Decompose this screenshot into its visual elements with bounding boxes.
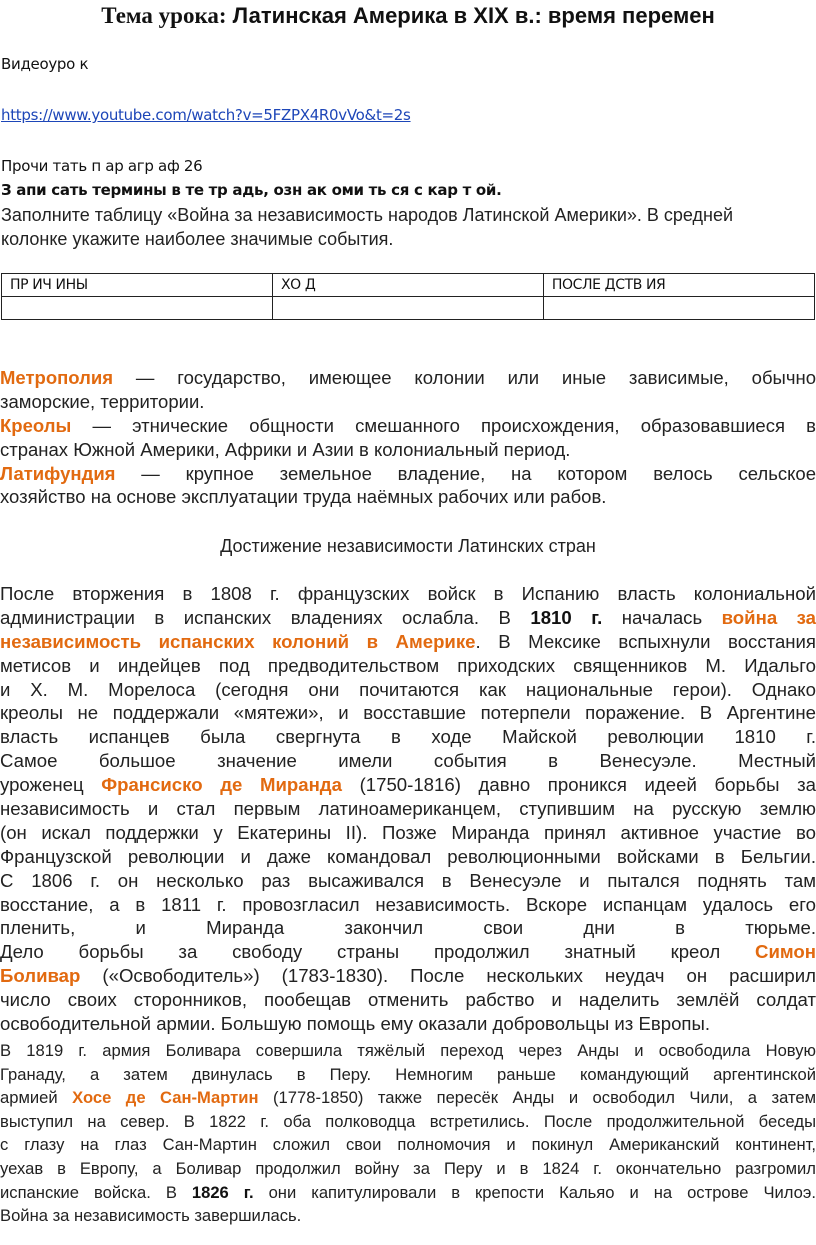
definitions-block	[0, 366, 816, 509]
definition-text: — государство, имеющее колонии или иные зависимые, обычно	[113, 367, 816, 388]
highlight-miranda: Франсиско де Миранда	[101, 774, 342, 796]
table-cell-consequences[interactable]	[543, 297, 814, 320]
table-header-causes: ПР ИЧ ИНЫ	[2, 274, 273, 297]
text-line: освободительной армии. Большую помощь ему оказали добровольцы из Европы.	[0, 1013, 711, 1035]
task-table-line1: Заполните таблицу «Война за независимость народов Латинской Америки». В средней	[1, 205, 734, 225]
table-cell-causes[interactable]	[2, 297, 273, 320]
table-row	[2, 297, 815, 320]
date-1826: 1826 г.	[191, 1182, 254, 1202]
definition-text: — крупное земельное владение, на котором велось сельское	[115, 462, 816, 484]
definition-continuation: хозяйство на основе эксплуатации труда наёмных рабочих или рабов.	[0, 486, 607, 508]
text-span: («Освободитель») (1783-1830). После нескольких неудач он расширил	[80, 965, 816, 987]
text-line: Гранаду, а затем двинулась в Перу. Немногим раньше командующий аргентинской	[0, 1064, 816, 1084]
text-line: независимость и стал первым латиноамериканцем, ступившим на русскую землю	[0, 798, 816, 820]
definition-continuation: странах Южной Америки, Африки и Азии в колониальный период.	[0, 438, 571, 460]
highlight-independence: независимость испанских колоний в Америке	[0, 630, 476, 652]
video-label: Видеоуро к	[1, 55, 89, 73]
text-line	[0, 773, 816, 797]
text-line: выступил на север. В 1822 г. оба полководца встретились. После продолжительной беседы	[0, 1111, 816, 1131]
table-cell-course[interactable]	[272, 297, 543, 320]
table-header-row	[2, 274, 815, 297]
text-line	[0, 1181, 816, 1205]
text-span: началась	[602, 606, 722, 628]
text-line	[0, 630, 816, 654]
highlight-simon: Симон	[755, 941, 816, 963]
text-line: Французской революции и даже командовал революционными войсками в Бельгии.	[0, 845, 816, 867]
table-header-consequences: ПОСЛЕ ДСТВ ИЯ	[543, 274, 814, 297]
text-span: администрации в испанских владениях ослабла. В	[0, 606, 531, 628]
definition-metropolia	[0, 366, 816, 390]
paragraph-second	[0, 1039, 816, 1228]
paragraph-main	[0, 582, 816, 1036]
text-line: власть испанцев была свергнута в ходе Майской революции 1810 г.	[0, 726, 816, 748]
definition-continuation: заморские, территории.	[0, 390, 205, 412]
definition-creoles	[0, 414, 816, 438]
highlight-bolivar: Боливар	[0, 965, 81, 987]
text-span: уроженец	[0, 774, 102, 796]
text-line: креолы не поддержали «мятежи», и восставшие потерпели поражение. В Аргентине	[0, 702, 816, 724]
text-line	[0, 606, 816, 630]
section-heading: Достижение независимости Латинских стран	[220, 536, 596, 556]
text-span: Дело борьбы за свободу страны продолжил знатный креол	[0, 941, 756, 963]
text-line: с глазу на глаз Сан-Мартин сложил свои полномочия и покинул Американский континент,	[0, 1135, 816, 1155]
text-span: (1778-1850) также пересёк Анды и освободил Чили, а затем	[258, 1088, 816, 1108]
text-line: пленить, и Миранда закончил свои дни в тюрьме.	[0, 917, 816, 939]
text-line: Самое большое значение имели события в Венесуэле. Местный	[0, 750, 816, 772]
definition-text: — этнические общности смешанного происхождения, образовавшиеся в	[71, 414, 816, 436]
text-span: они капитулировали в крепости Кальяо и на острове Чилоэ.	[253, 1182, 816, 1202]
text-span: армией	[0, 1088, 73, 1108]
text-line: В 1819 г. армия Боливара совершила тяжёлый переход через Анды и освободила Новую	[0, 1041, 816, 1060]
date-1810: 1810 г.	[530, 606, 603, 628]
lesson-title	[0, 3, 816, 29]
text-line	[0, 1086, 816, 1110]
table-header-course: ХО Д	[272, 274, 543, 297]
highlight-san-martin: Хосе де Сан-Мартин	[72, 1088, 259, 1108]
term-metropolia: Метрополия	[0, 367, 114, 388]
text-span: . В Мексике вспыхнули восстания	[475, 630, 816, 652]
definition-latifundia	[0, 462, 816, 486]
text-line: После вторжения в 1808 г. французских войск в Испанию власть колониальной	[0, 583, 816, 604]
task-table-line2: колонке укажите наиболее значимые события.	[1, 229, 394, 249]
independence-war-table	[1, 273, 815, 320]
task-write-terms: З апи сать термины в те тр адь, озн ак оми ть ся с кар т ой.	[1, 181, 502, 199]
text-line: уехав в Европу, а Боливар продолжил войну за Перу и в 1824 г. окончательно разгромил	[0, 1158, 816, 1178]
task-read-paragraph: Прочи тать п ар агр аф 26	[1, 157, 203, 175]
text-line: восстание, а в 1811 г. провозгласил независимость. Вскоре испанцам удалось его	[0, 893, 816, 915]
term-latifundia: Латифундия	[0, 462, 116, 484]
text-line: и Х. М. Морелоса (сегодня они почитаются как национальные герои). Однако	[0, 678, 816, 700]
text-line: число своих сторонников, пообещав отменить рабство и наделить землёй солдат	[0, 989, 816, 1011]
text-line	[0, 964, 816, 988]
lesson-title-prefix: Тема урока:	[101, 3, 227, 28]
text-line	[0, 940, 816, 964]
text-line: С 1806 г. он несколько раз высаживался в Венесуэле и пытался поднять там	[0, 869, 816, 891]
highlight-war: война за	[721, 606, 816, 628]
text-span: испанские войска. В	[0, 1182, 192, 1202]
text-line: (он искал поддержки у Екатерины II). Позже Миранда принял активное участие во	[0, 821, 816, 843]
term-creoles: Креолы	[0, 414, 72, 436]
lesson-title-text: Латинская Америка в XIX в.: время перемен	[232, 3, 715, 28]
text-span: (1750-1816) давно проникся идеей борьбы за	[341, 774, 816, 796]
video-link[interactable]: https://www.youtube.com/watch?v=5FZPX4R0vVo&t=2s	[1, 106, 411, 124]
text-line: Война за независимость завершилась.	[0, 1206, 302, 1226]
text-line: метисов и индейцев под предводительством приходских священников М. Идальго	[0, 654, 816, 676]
